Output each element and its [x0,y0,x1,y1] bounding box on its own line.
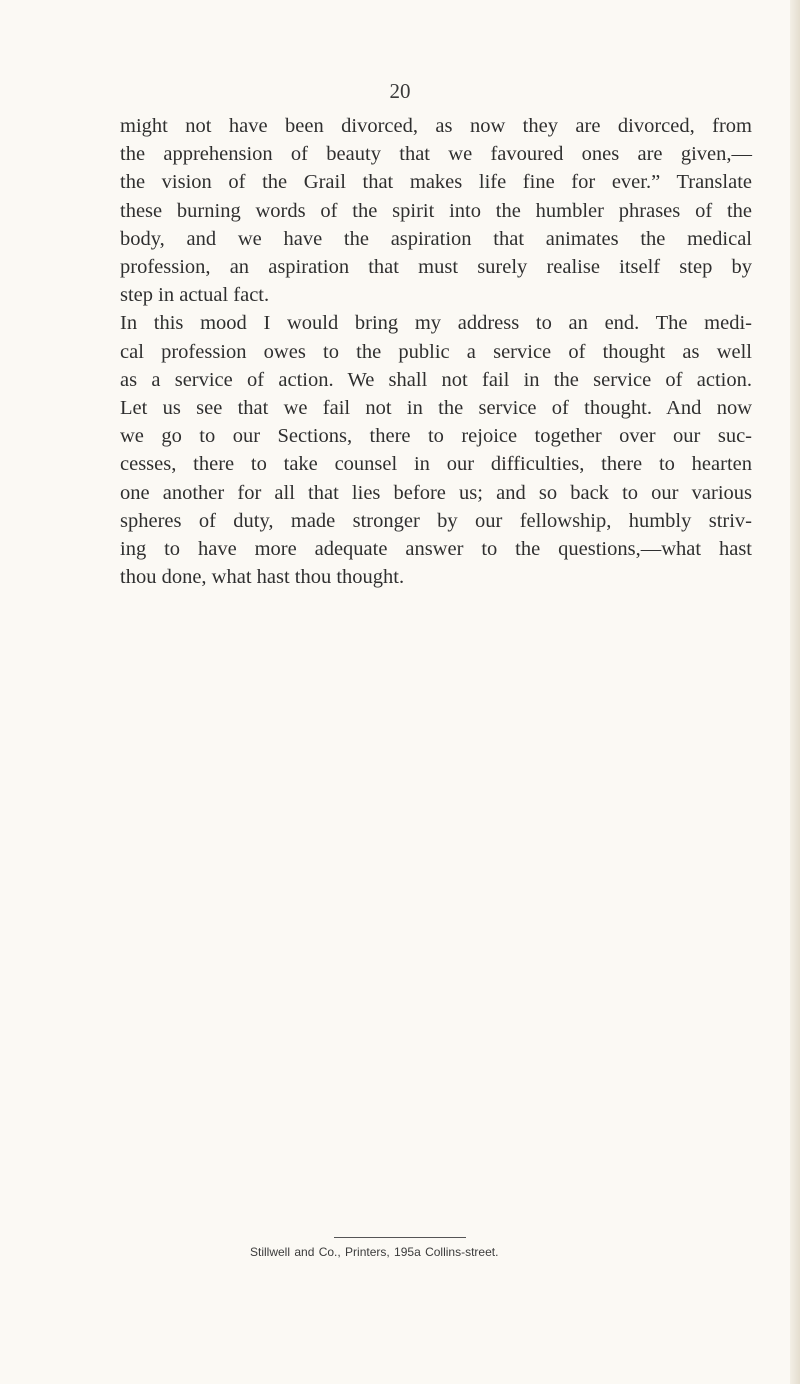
text-line: cesses, there to take counsel in our difficulties, there to hearten [120,453,752,476]
text-line: might not have been divorced, as now they are divorced, from [120,115,752,137]
text-line: as a service of action. We shall not fail in the service of action. [120,368,752,391]
text-line: thou done, what hast thou thought. [120,566,405,589]
imprint-rule [334,1237,466,1238]
text-line: we go to our Sections, there to rejoice together over our suc- [120,425,752,448]
text-line: these burning words of the spirit into the humbler phrases of the [120,199,752,222]
text-line: ing to have more adequate answer to the questions,—what hast [120,538,752,561]
printer-imprint: Stillwell and Co., Printers, 195a Collins-street. [250,1245,499,1259]
text-line: body, and we have the aspiration that animates the medical [120,227,752,250]
text-line: profession, an aspiration that must surely realise itself step by [120,256,752,279]
text-line: cal profession owes to the public a service of thought as well [120,340,752,363]
text-line: one another for all that lies before us; and so back to our various [120,481,752,504]
text-line: the apprehension of beauty that we favoured ones are given,— [120,143,752,166]
page-number: 20 [389,79,411,103]
page-edge-shadow [790,0,800,1384]
text-line: the vision of the Grail that makes life fine for ever.” Translate [120,171,752,194]
body-text [120,112,752,591]
text-line: Let us see that we fail not in the service of thought. And now [120,397,752,420]
text-line: In this mood I would bring my address to an end. The medi- [120,312,752,335]
text-line: step in actual fact. [120,284,270,307]
text-line: spheres of duty, made stronger by our fellowship, humbly striv- [120,509,752,532]
